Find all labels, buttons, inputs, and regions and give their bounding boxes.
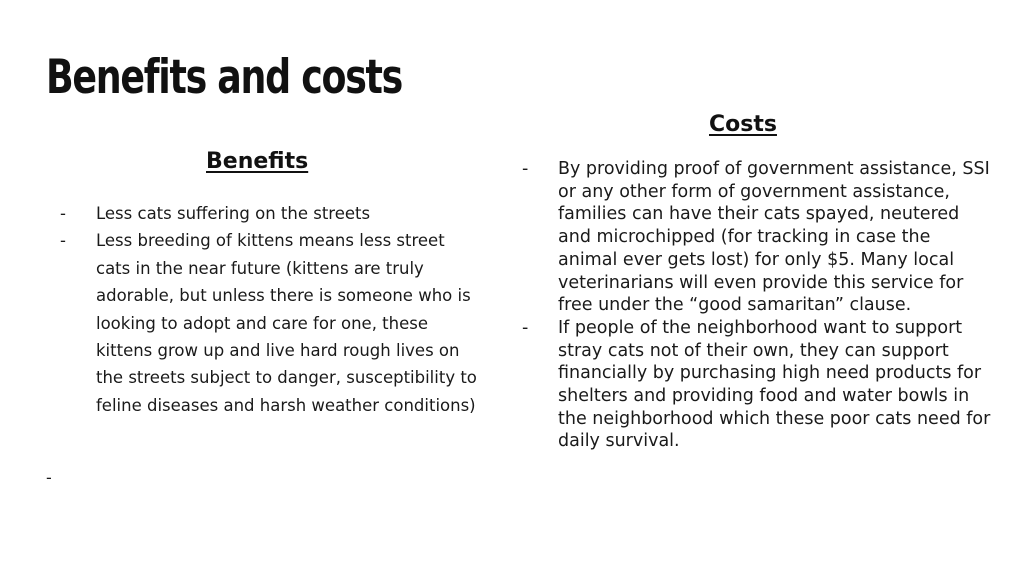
benefits-list <box>60 200 480 419</box>
bullet-dash: - <box>60 231 66 251</box>
list-item <box>60 227 480 419</box>
slide-title: Benefits and costs <box>46 50 403 105</box>
list-item <box>522 317 992 453</box>
list-item <box>60 200 480 227</box>
list-item <box>522 158 992 317</box>
bullet-dash: - <box>60 204 66 223</box>
benefits-heading: Benefits <box>206 149 309 174</box>
benefit-text: Less breeding of kittens means less street cats in the near future (kittens are truly adorable, but unless there is someone who is looking to adopt and care for one, these kittens grow up and live hard rough lives on the streets subject to danger, susceptibility to feline diseases and harsh weather conditions) <box>96 231 477 415</box>
costs-list <box>522 158 992 453</box>
cost-text: If people of the neighborhood want to support stray cats not of their own, they can support financially by purchasing high need products for shelters and providing food and water bowls in the neighborhood which these poor cats need for daily survival. <box>558 317 991 452</box>
cost-text: By providing proof of government assistance, SSI or any other form of government assistance, families can have their cats spayed, neutered and microchipped (for tracking in case the animal ever gets lost) for only $5. Many local veterinarians will even provide this service for free under the “good samaritan” clause. <box>558 159 990 316</box>
benefit-text: Less cats suffering on the streets <box>96 204 371 223</box>
empty-bullet: - <box>46 468 52 487</box>
bullet-dash: - <box>522 317 529 338</box>
bullet-dash: - <box>522 159 529 179</box>
costs-heading: Costs <box>709 112 777 137</box>
